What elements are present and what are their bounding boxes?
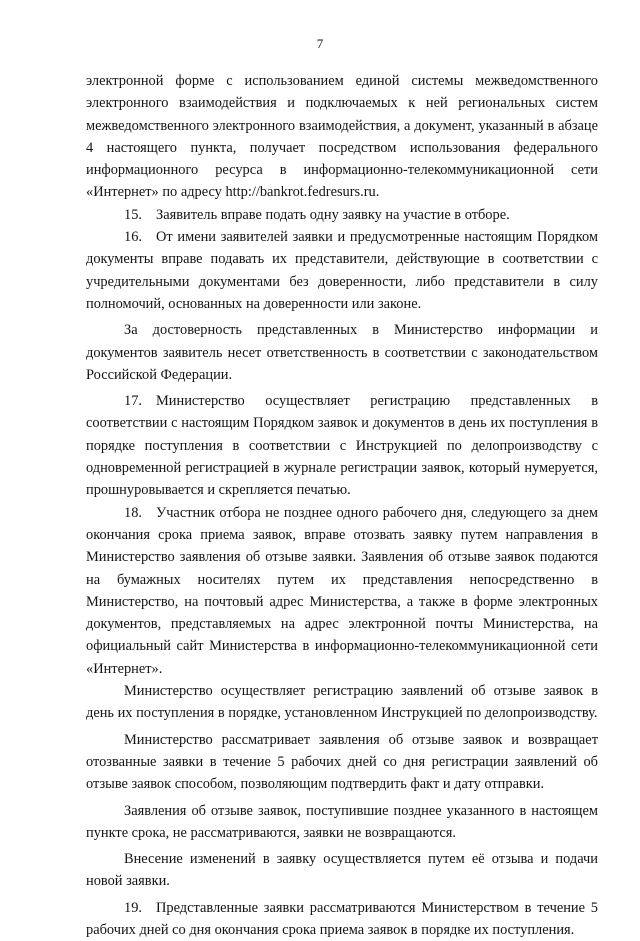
paragraph-number: 17. (124, 393, 142, 410)
paragraph-number: 19. (124, 899, 142, 916)
paragraph-text: электронной форме с использованием единой системы межведомственного электронного взаимодействия и подключаемых к ней региональных систем межведомственного электронного взаимодействия, а документ, указанный в абзаце 4 настоящего пункта, получает посредством использования федерального информационного ресурса в информационно-телекоммуникационной сети «Интернет» по адресу http://bankrot.fedresurs.ru. (86, 73, 598, 201)
document-body (86, 70, 598, 941)
paragraph-15 (86, 204, 598, 226)
paragraph-16 (86, 226, 598, 315)
paragraph-18 (86, 502, 598, 680)
paragraph-text: Министерство осуществляет регистрацию представленных в соответствии с настоящим Порядком заявок и документов в день их поступления в порядке поступления в соответствии с Инструкцией по делопроизводству с одновременной регистрацией в журнале регистрации заявок, который нумеруется, прошнуровывается и скрепляется печатью. (86, 393, 598, 499)
paragraph-text: Министерство рассматривает заявления об отзыве заявок и возвращает отозванные заявки в течение 5 рабочих дней со дня регистрации заявлений об отзыве заявок способом, позволяющим подтвердить факт и дату отправки. (86, 731, 598, 793)
page-number: 7 (316, 36, 324, 51)
paragraph-number: 18. (124, 504, 142, 521)
paragraph-text: Представленные заявки рассматриваются Министерством в течение 5 рабочих дней со дня окончания срока приема заявок в порядке их поступления. (86, 899, 598, 938)
paragraph-continuation (86, 70, 598, 204)
paragraph-18-return (86, 729, 598, 796)
paragraph-18-changes (86, 848, 598, 893)
paragraph-text: За достоверность представленных в Министерство информации и документов заявитель несет ответственность в соответствии с законодательством Российской Федерации. (86, 322, 598, 383)
paragraph-18-registration (86, 680, 598, 725)
paragraph-text: Заявления об отзыве заявок, поступившие позднее указанного в настоящем пункте срока, не рассматриваются, заявки не возвращаются. (86, 802, 598, 841)
paragraph-number: 15. (124, 206, 142, 223)
paragraph-text: Министерство осуществляет регистрацию заявлений об отзыве заявок в день их поступления в порядке, установленном Инструкцией по делопроизводству. (86, 683, 598, 722)
paragraph-18-late (86, 800, 598, 845)
paragraph-number: 16. (124, 229, 142, 246)
paragraph-text: Внесение изменений в заявку осуществляется путем её отзыва и подачи новой заявки. (86, 851, 598, 890)
paragraph-16-responsibility (86, 319, 598, 386)
paragraph-17 (86, 390, 598, 501)
paragraph-text: От имени заявителей заявки и предусмотренные настоящим Порядком документы вправе подавать их представители, действующие в соответствии с учредительными документами без доверенности, либо представители в силу полномочий, основанных на доверенности или законе. (86, 229, 598, 312)
paragraph-19 (86, 897, 598, 941)
paragraph-text: Участник отбора не позднее одного рабочего дня, следующего за днем окончания срока приема заявок, вправе отозвать заявку путем направления в Министерство заявления об отзыве заявки. Заявления об отзыве заявок подаются на бумажных носителях путем их представления непосредственно в Министерство, на почтовый адрес Министерства, а также в форме электронных документов, представляемых на адрес электронной почты Министерства, на официальный сайт Министерства в информационно-телекоммуникационной сети «Интернет». (86, 504, 598, 677)
paragraph-text: Заявитель вправе подать одну заявку на участие в отборе. (156, 206, 510, 223)
